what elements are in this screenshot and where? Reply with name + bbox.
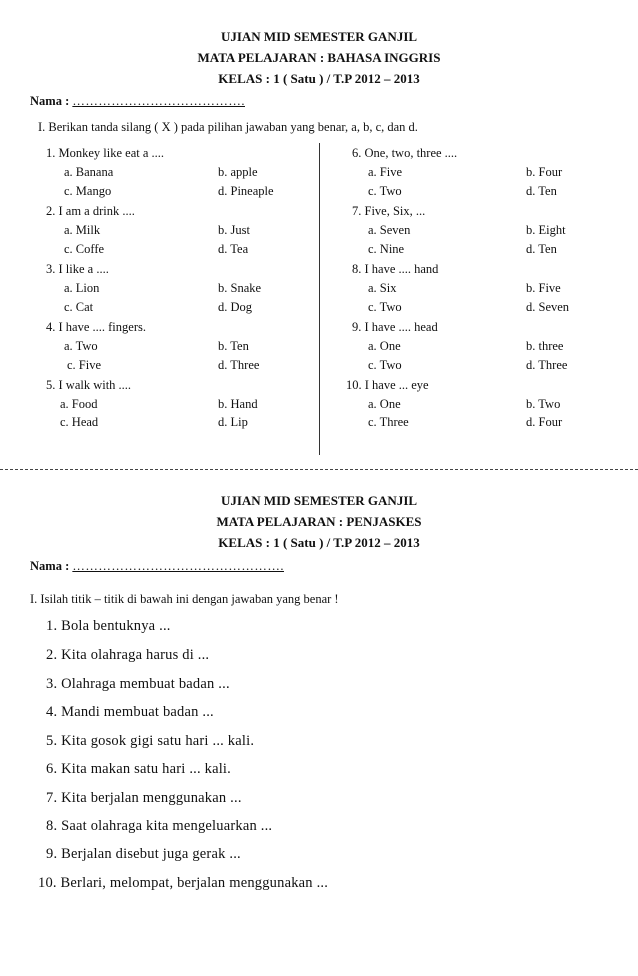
exam2-instruction: I. Isilah titik – titik di bawah ini dengan jawaban yang benar ! <box>30 592 339 606</box>
exam1-q7-b: b. Eight <box>526 223 566 237</box>
exam1-q5-d: d. Lip <box>218 415 248 429</box>
exam1-q4: 4. I have .... fingers. <box>46 320 146 334</box>
exam1-q1: 1. Monkey like eat a .... <box>46 146 165 160</box>
exam1-q6-b: b. Four <box>526 165 563 179</box>
exam1-q2-d: d. Tea <box>218 242 249 256</box>
exam2-nama-label: Nama : <box>30 559 73 573</box>
exam2-item-3: 3. Olahraga membuat badan ... <box>46 676 230 692</box>
exam1-q3-d: d. Dog <box>218 300 253 314</box>
exam1-q1-a: a. Banana <box>64 165 114 179</box>
exam1-subject: MATA PELAJARAN : BAHASA INGGRIS <box>197 50 441 65</box>
exam1-q4-c: c. Five <box>67 358 102 372</box>
exam1-q9-d: d. Three <box>526 358 568 372</box>
exam1-q9-c: c. Two <box>368 358 402 372</box>
exam2-item-8: 8. Saat olahraga kita mengeluarkan ... <box>46 818 273 834</box>
exam1-q6-c: c. Two <box>368 184 402 198</box>
exam2-subject: MATA PELAJARAN : PENJASKES <box>216 514 422 529</box>
exam1-q3: 3. I like a .... <box>46 262 109 276</box>
exam1-q10: 10. I have ... eye <box>346 378 429 392</box>
exam1-q2: 2. I am a drink .... <box>46 204 135 218</box>
exam1-q1-b: b. apple <box>218 165 258 179</box>
exam2-title: UJIAN MID SEMESTER GANJIL <box>220 493 418 508</box>
exam1-q3-a: a. Lion <box>64 281 100 295</box>
exam1-q6-d: d. Ten <box>526 184 557 198</box>
exam2-nama-line <box>30 559 284 574</box>
exam1-q7-a: a. Seven <box>368 223 411 237</box>
exam1-q8-c: c. Two <box>368 300 402 314</box>
exam1-class: KELAS : 1 ( Satu ) / T.P 2012 – 2013 <box>218 71 420 86</box>
exam1-q4-d: d. Three <box>218 358 260 372</box>
exam1-q6-a: a. Five <box>368 165 403 179</box>
exam1-instruction: I. Berikan tanda silang ( X ) pada pilihan jawaban yang benar, a, b, c, dan d. <box>38 120 418 134</box>
exam2-item-10: 10. Berlari, melompat, berjalan menggunakan ... <box>38 875 329 891</box>
exam1-q7-c: c. Nine <box>368 242 405 256</box>
exam1-q7-d: d. Ten <box>526 242 557 256</box>
exam1-q9-a: a. One <box>368 339 401 353</box>
exam1-q4-b: b. Ten <box>218 339 249 353</box>
exam1-q10-c: c. Three <box>368 415 409 429</box>
exam1-q10-b: b. Two <box>526 397 561 411</box>
exam1-q2-c: c. Coffe <box>64 242 105 256</box>
exam2-item-7: 7. Kita berjalan menggunakan ... <box>46 790 242 806</box>
exam1-q10-a: a. One <box>368 397 401 411</box>
exam1-q3-b: b. Snake <box>218 281 262 295</box>
cut-line-divider <box>0 469 638 470</box>
exam1-q5: 5. I walk with .... <box>46 378 132 392</box>
exam1-q2-a: a. Milk <box>64 223 101 237</box>
exam1-q3-c: c. Cat <box>64 300 94 314</box>
exam1-q2-b: b. Just <box>218 223 250 237</box>
exam1-nama-label: Nama : <box>30 94 73 108</box>
exam1-q8: 8. I have .... hand <box>352 262 439 276</box>
exam1-q9-b: b. three <box>526 339 564 353</box>
exam1-q4-a: a. Two <box>64 339 98 353</box>
exam1-q1-d: d. Pineaple <box>218 184 274 198</box>
exam1-q8-a: a. Six <box>368 281 397 295</box>
exam1-q8-d: d. Seven <box>526 300 570 314</box>
exam1-nama-line <box>30 94 245 109</box>
exam2-item-4: 4. Mandi membuat badan ... <box>46 704 214 720</box>
exam2-item-6: 6. Kita makan satu hari ... kali. <box>46 761 231 777</box>
exam2-item-2: 2. Kita olahraga harus di ... <box>46 647 210 663</box>
exam1-q5-b: b. Hand <box>218 397 258 411</box>
exam1-q5-a: a. Food <box>60 397 98 411</box>
exam1-q1-c: c. Mango <box>64 184 112 198</box>
column-divider <box>319 143 320 455</box>
exam2-class: KELAS : 1 ( Satu ) / T.P 2012 – 2013 <box>218 535 420 550</box>
exam1-q5-c: c. Head <box>60 415 99 429</box>
exam1-q8-b: b. Five <box>526 281 561 295</box>
exam1-title: UJIAN MID SEMESTER GANJIL <box>220 29 418 44</box>
exam1-q6: 6. One, two, three .... <box>352 146 458 160</box>
exam2-item-9: 9. Berjalan disebut juga gerak ... <box>46 846 241 862</box>
exam2-item-1: 1. Bola bentuknya ... <box>46 618 171 634</box>
exam2-item-5: 5. Kita gosok gigi satu hari ... kali. <box>46 733 255 749</box>
exam1-q10-d: d. Four <box>526 415 563 429</box>
exam1-nama-blank: …………………………………. <box>72 94 245 108</box>
exam1-q9: 9. I have .... head <box>352 320 438 334</box>
exam1-q7: 7. Five, Six, ... <box>352 204 426 218</box>
exam2-nama-blank: …………………………………………. <box>72 559 284 573</box>
